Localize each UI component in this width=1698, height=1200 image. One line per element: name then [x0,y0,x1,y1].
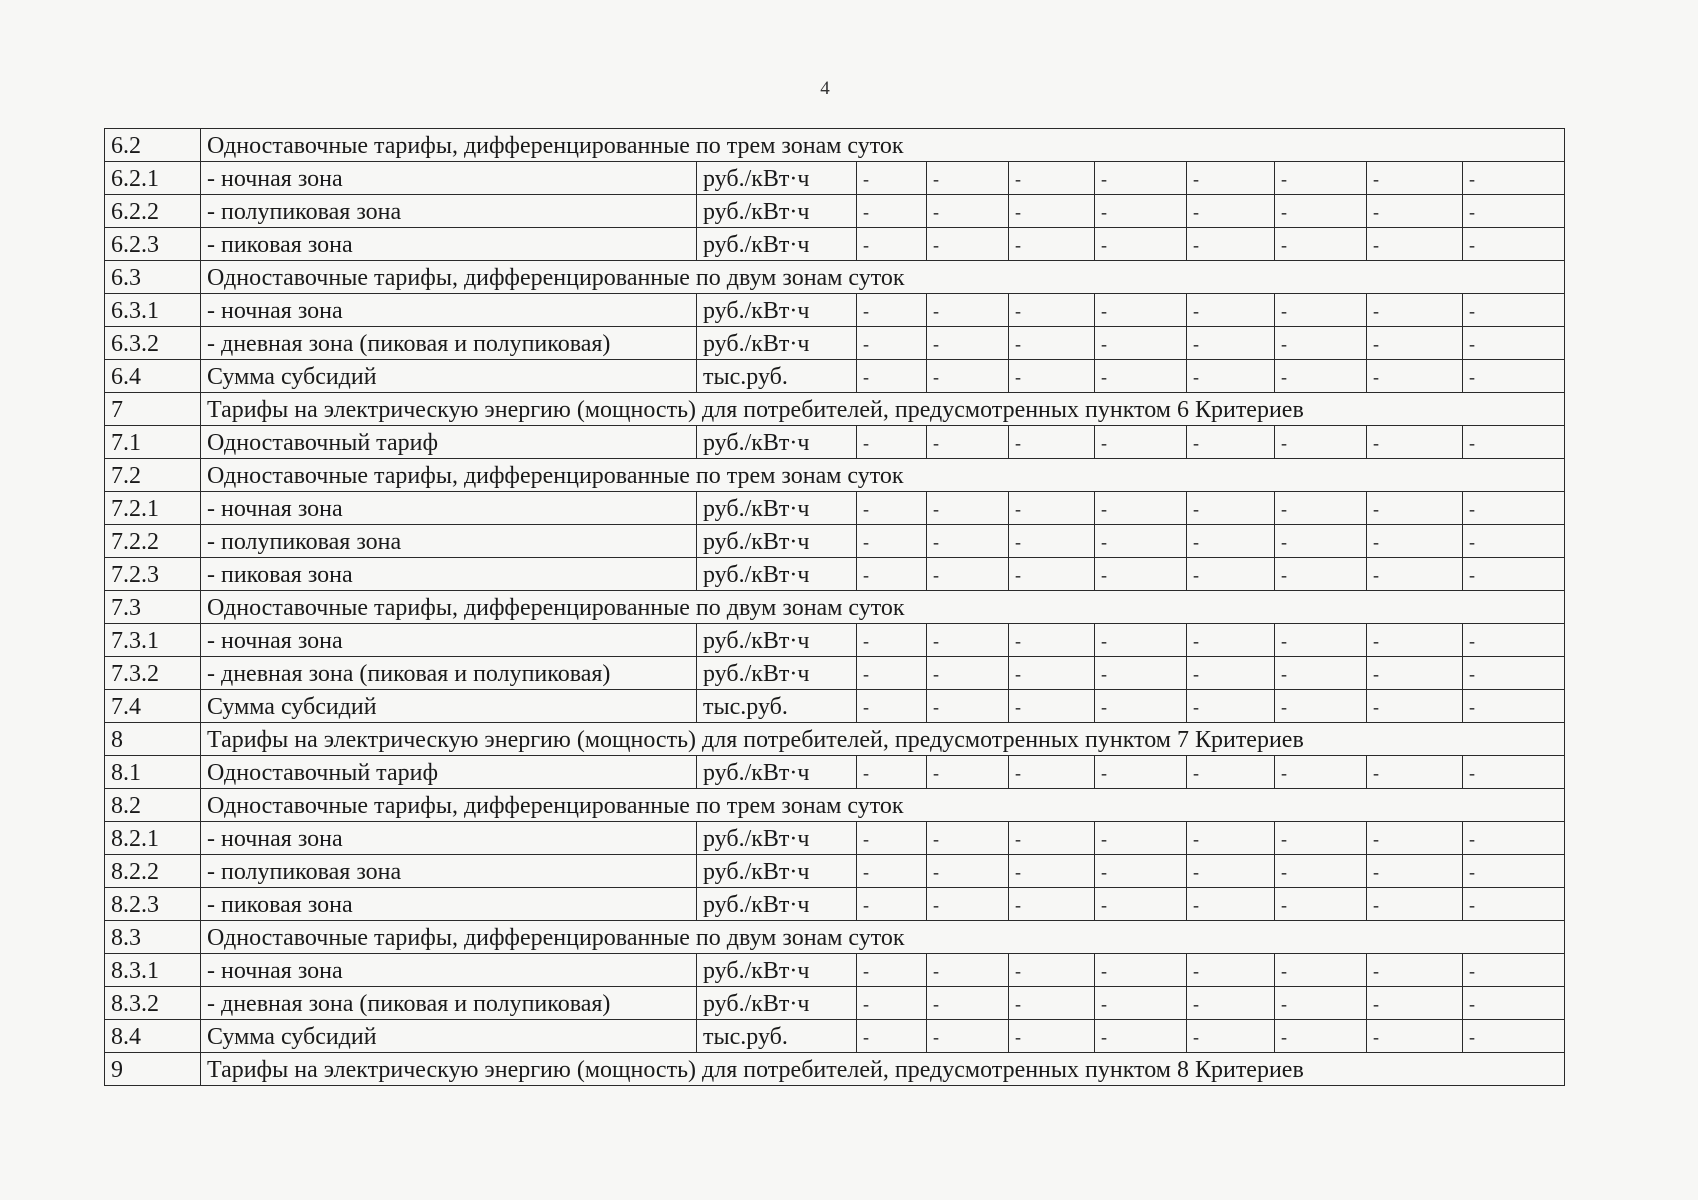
value-cell: - [1095,327,1187,360]
value-cell: - [1275,195,1367,228]
value-cell: - [1095,426,1187,459]
value-cell: - [1463,855,1565,888]
value-cell: - [1187,426,1275,459]
row-label: - ночная зона [201,492,697,525]
value-cell: - [1367,657,1463,690]
section-row [105,1053,1565,1086]
table-row [105,888,1565,921]
row-unit: руб./кВт·ч [697,294,857,327]
row-number: 6.2.3 [105,228,201,261]
table-row [105,1020,1565,1053]
value-cell: - [1095,954,1187,987]
row-label: Одноставочный тариф [201,426,697,459]
row-unit: руб./кВт·ч [697,855,857,888]
value-cell: - [1463,525,1565,558]
value-cell: - [1187,558,1275,591]
section-title: Тарифы на электрическую энергию (мощность) для потребителей, предусмотренных пунктом 7 Критериев [201,723,1565,756]
table-row [105,492,1565,525]
row-number: 6.3.2 [105,327,201,360]
value-cell: - [1187,492,1275,525]
row-number: 8.2.1 [105,822,201,855]
value-cell: - [1367,162,1463,195]
row-number: 8.2.3 [105,888,201,921]
value-cell: - [1367,690,1463,723]
value-cell: - [857,657,927,690]
row-number: 7.3 [105,591,201,624]
value-cell: - [1095,1020,1187,1053]
table-row [105,195,1565,228]
row-label: - пиковая зона [201,558,697,591]
row-unit: руб./кВт·ч [697,195,857,228]
value-cell: - [1275,855,1367,888]
value-cell: - [1275,954,1367,987]
row-label: Одноставочный тариф [201,756,697,789]
row-number: 8.4 [105,1020,201,1053]
row-number: 7.2.2 [105,525,201,558]
value-cell: - [1187,657,1275,690]
section-row [105,393,1565,426]
value-cell: - [1095,822,1187,855]
value-cell: - [1463,987,1565,1020]
value-cell: - [857,888,927,921]
value-cell: - [857,987,927,1020]
value-cell: - [1463,162,1565,195]
row-unit: тыс.руб. [697,360,857,393]
value-cell: - [1009,558,1095,591]
value-cell: - [1095,855,1187,888]
value-cell: - [927,492,1009,525]
row-label: Сумма субсидий [201,1020,697,1053]
value-cell: - [1009,426,1095,459]
value-cell: - [1187,1020,1275,1053]
table-row [105,822,1565,855]
row-unit: руб./кВт·ч [697,657,857,690]
value-cell: - [1009,525,1095,558]
row-label: - полупиковая зона [201,855,697,888]
value-cell: - [927,162,1009,195]
row-number: 6.2 [105,129,201,162]
value-cell: - [1275,327,1367,360]
value-cell: - [1009,822,1095,855]
table-row [105,327,1565,360]
value-cell: - [1095,525,1187,558]
value-cell: - [1275,690,1367,723]
table-row [105,657,1565,690]
value-cell: - [857,492,927,525]
value-cell: - [1009,855,1095,888]
value-cell: - [1275,558,1367,591]
table-row [105,162,1565,195]
row-unit: руб./кВт·ч [697,888,857,921]
row-number: 8.3.2 [105,987,201,1020]
value-cell: - [1095,888,1187,921]
value-cell: - [1095,657,1187,690]
value-cell: - [1367,822,1463,855]
value-cell: - [1367,624,1463,657]
section-title: Одноставочные тарифы, дифференцированные по двум зонам суток [201,921,1565,954]
value-cell: - [1009,624,1095,657]
value-cell: - [1009,756,1095,789]
table-row [105,987,1565,1020]
row-label: - ночная зона [201,954,697,987]
value-cell: - [1009,987,1095,1020]
row-label: - дневная зона (пиковая и полупиковая) [201,657,697,690]
row-number: 8.3 [105,921,201,954]
value-cell: - [857,756,927,789]
value-cell: - [1463,360,1565,393]
table-row [105,690,1565,723]
value-cell: - [857,327,927,360]
row-number: 6.3.1 [105,294,201,327]
tariff-table [104,128,1565,1086]
value-cell: - [1095,690,1187,723]
value-cell: - [1463,756,1565,789]
row-label: - полупиковая зона [201,525,697,558]
row-label: - дневная зона (пиковая и полупиковая) [201,987,697,1020]
value-cell: - [1367,228,1463,261]
value-cell: - [857,525,927,558]
value-cell: - [1009,954,1095,987]
row-number: 7 [105,393,201,426]
value-cell: - [1009,162,1095,195]
section-title: Одноставочные тарифы, дифференцированные по трем зонам суток [201,129,1565,162]
table-row [105,426,1565,459]
table-row [105,954,1565,987]
value-cell: - [1187,624,1275,657]
value-cell: - [1275,822,1367,855]
value-cell: - [1275,360,1367,393]
section-title: Одноставочные тарифы, дифференцированные по двум зонам суток [201,261,1565,294]
value-cell: - [1187,690,1275,723]
section-title: Одноставочные тарифы, дифференцированные по двум зонам суток [201,591,1565,624]
section-title: Одноставочные тарифы, дифференцированные по трем зонам суток [201,789,1565,822]
table-row [105,360,1565,393]
value-cell: - [1095,756,1187,789]
value-cell: - [1187,756,1275,789]
value-cell: - [1275,426,1367,459]
value-cell: - [1009,1020,1095,1053]
row-unit: руб./кВт·ч [697,756,857,789]
value-cell: - [1009,228,1095,261]
table-row [105,855,1565,888]
value-cell: - [1463,624,1565,657]
value-cell: - [1275,162,1367,195]
value-cell: - [1009,690,1095,723]
row-label: - ночная зона [201,294,697,327]
value-cell: - [1275,624,1367,657]
row-label: - ночная зона [201,624,697,657]
value-cell: - [1009,195,1095,228]
value-cell: - [1095,987,1187,1020]
value-cell: - [1095,558,1187,591]
value-cell: - [1367,888,1463,921]
value-cell: - [1367,855,1463,888]
value-cell: - [857,690,927,723]
value-cell: - [1463,690,1565,723]
value-cell: - [1187,888,1275,921]
value-cell: - [1009,657,1095,690]
value-cell: - [857,558,927,591]
row-unit: руб./кВт·ч [697,162,857,195]
row-unit: руб./кВт·ч [697,624,857,657]
table-row [105,525,1565,558]
value-cell: - [1463,1020,1565,1053]
value-cell: - [857,162,927,195]
value-cell: - [1187,327,1275,360]
value-cell: - [927,822,1009,855]
value-cell: - [1367,492,1463,525]
table-row [105,558,1565,591]
value-cell: - [1463,822,1565,855]
value-cell: - [927,756,1009,789]
value-cell: - [1367,525,1463,558]
row-unit: руб./кВт·ч [697,426,857,459]
value-cell: - [1367,756,1463,789]
row-unit: руб./кВт·ч [697,954,857,987]
value-cell: - [1009,294,1095,327]
section-row [105,459,1565,492]
value-cell: - [1463,954,1565,987]
row-number: 7.2.1 [105,492,201,525]
value-cell: - [1095,162,1187,195]
value-cell: - [1187,162,1275,195]
value-cell: - [1187,525,1275,558]
value-cell: - [1367,1020,1463,1053]
row-label: - дневная зона (пиковая и полупиковая) [201,327,697,360]
value-cell: - [857,228,927,261]
row-unit: тыс.руб. [697,1020,857,1053]
row-number: 6.4 [105,360,201,393]
value-cell: - [927,195,1009,228]
value-cell: - [1463,492,1565,525]
value-cell: - [927,228,1009,261]
value-cell: - [1463,426,1565,459]
value-cell: - [1275,525,1367,558]
value-cell: - [1367,954,1463,987]
section-row [105,921,1565,954]
value-cell: - [1275,492,1367,525]
section-row [105,789,1565,822]
row-label: - ночная зона [201,822,697,855]
row-unit: руб./кВт·ч [697,987,857,1020]
value-cell: - [857,360,927,393]
row-label: - полупиковая зона [201,195,697,228]
row-unit: руб./кВт·ч [697,822,857,855]
value-cell: - [1463,294,1565,327]
value-cell: - [927,294,1009,327]
row-number: 8 [105,723,201,756]
row-number: 8.2 [105,789,201,822]
value-cell: - [1367,360,1463,393]
row-number: 6.2.2 [105,195,201,228]
value-cell: - [927,657,1009,690]
value-cell: - [927,1020,1009,1053]
row-unit: руб./кВт·ч [697,558,857,591]
value-cell: - [1275,987,1367,1020]
value-cell: - [1187,360,1275,393]
section-title: Одноставочные тарифы, дифференцированные по трем зонам суток [201,459,1565,492]
value-cell: - [1095,624,1187,657]
value-cell: - [927,327,1009,360]
value-cell: - [1275,888,1367,921]
value-cell: - [1187,855,1275,888]
section-row [105,261,1565,294]
value-cell: - [1463,228,1565,261]
row-number: 7.2 [105,459,201,492]
section-row [105,591,1565,624]
row-number: 6.2.1 [105,162,201,195]
value-cell: - [857,294,927,327]
value-cell: - [857,954,927,987]
value-cell: - [857,822,927,855]
value-cell: - [857,624,927,657]
row-number: 9 [105,1053,201,1086]
row-unit: руб./кВт·ч [697,327,857,360]
row-number: 7.2.3 [105,558,201,591]
value-cell: - [1463,888,1565,921]
table-row [105,294,1565,327]
value-cell: - [857,195,927,228]
value-cell: - [1009,888,1095,921]
value-cell: - [857,426,927,459]
value-cell: - [1187,822,1275,855]
value-cell: - [1187,228,1275,261]
row-unit: руб./кВт·ч [697,525,857,558]
value-cell: - [1275,756,1367,789]
row-label: - ночная зона [201,162,697,195]
row-unit: руб./кВт·ч [697,492,857,525]
value-cell: - [1009,327,1095,360]
value-cell: - [857,855,927,888]
value-cell: - [1095,492,1187,525]
value-cell: - [1187,987,1275,1020]
row-number: 8.2.2 [105,855,201,888]
row-number: 7.1 [105,426,201,459]
row-unit: тыс.руб. [697,690,857,723]
table-row [105,756,1565,789]
table-row [105,624,1565,657]
value-cell: - [1367,294,1463,327]
value-cell: - [927,987,1009,1020]
value-cell: - [1187,195,1275,228]
row-number: 7.3.2 [105,657,201,690]
value-cell: - [1009,492,1095,525]
value-cell: - [927,690,1009,723]
value-cell: - [1463,327,1565,360]
value-cell: - [1367,426,1463,459]
value-cell: - [1275,1020,1367,1053]
row-label: Сумма субсидий [201,690,697,723]
row-number: 7.4 [105,690,201,723]
value-cell: - [1187,294,1275,327]
section-title: Тарифы на электрическую энергию (мощность) для потребителей, предусмотренных пунктом 6 Критериев [201,393,1565,426]
row-label: - пиковая зона [201,888,697,921]
row-number: 8.1 [105,756,201,789]
value-cell: - [1367,195,1463,228]
page-number: 4 [820,78,830,99]
value-cell: - [927,888,1009,921]
value-cell: - [1275,657,1367,690]
value-cell: - [1095,195,1187,228]
value-cell: - [927,525,1009,558]
value-cell: - [857,1020,927,1053]
row-label: Сумма субсидий [201,360,697,393]
value-cell: - [1009,360,1095,393]
value-cell: - [1367,327,1463,360]
value-cell: - [1463,195,1565,228]
value-cell: - [927,360,1009,393]
table-row [105,228,1565,261]
value-cell: - [1463,657,1565,690]
row-unit: руб./кВт·ч [697,228,857,261]
value-cell: - [1463,558,1565,591]
section-row [105,129,1565,162]
value-cell: - [927,855,1009,888]
value-cell: - [927,624,1009,657]
value-cell: - [1367,558,1463,591]
section-title: Тарифы на электрическую энергию (мощность) для потребителей, предусмотренных пунктом 8 Критериев [201,1053,1565,1086]
value-cell: - [1275,294,1367,327]
row-number: 8.3.1 [105,954,201,987]
value-cell: - [927,558,1009,591]
value-cell: - [1095,294,1187,327]
tariff-table-body [105,129,1565,1086]
row-number: 7.3.1 [105,624,201,657]
value-cell: - [1095,228,1187,261]
value-cell: - [1275,228,1367,261]
row-label: - пиковая зона [201,228,697,261]
value-cell: - [927,426,1009,459]
section-row [105,723,1565,756]
value-cell: - [927,954,1009,987]
value-cell: - [1187,954,1275,987]
value-cell: - [1095,360,1187,393]
value-cell: - [1367,987,1463,1020]
row-number: 6.3 [105,261,201,294]
